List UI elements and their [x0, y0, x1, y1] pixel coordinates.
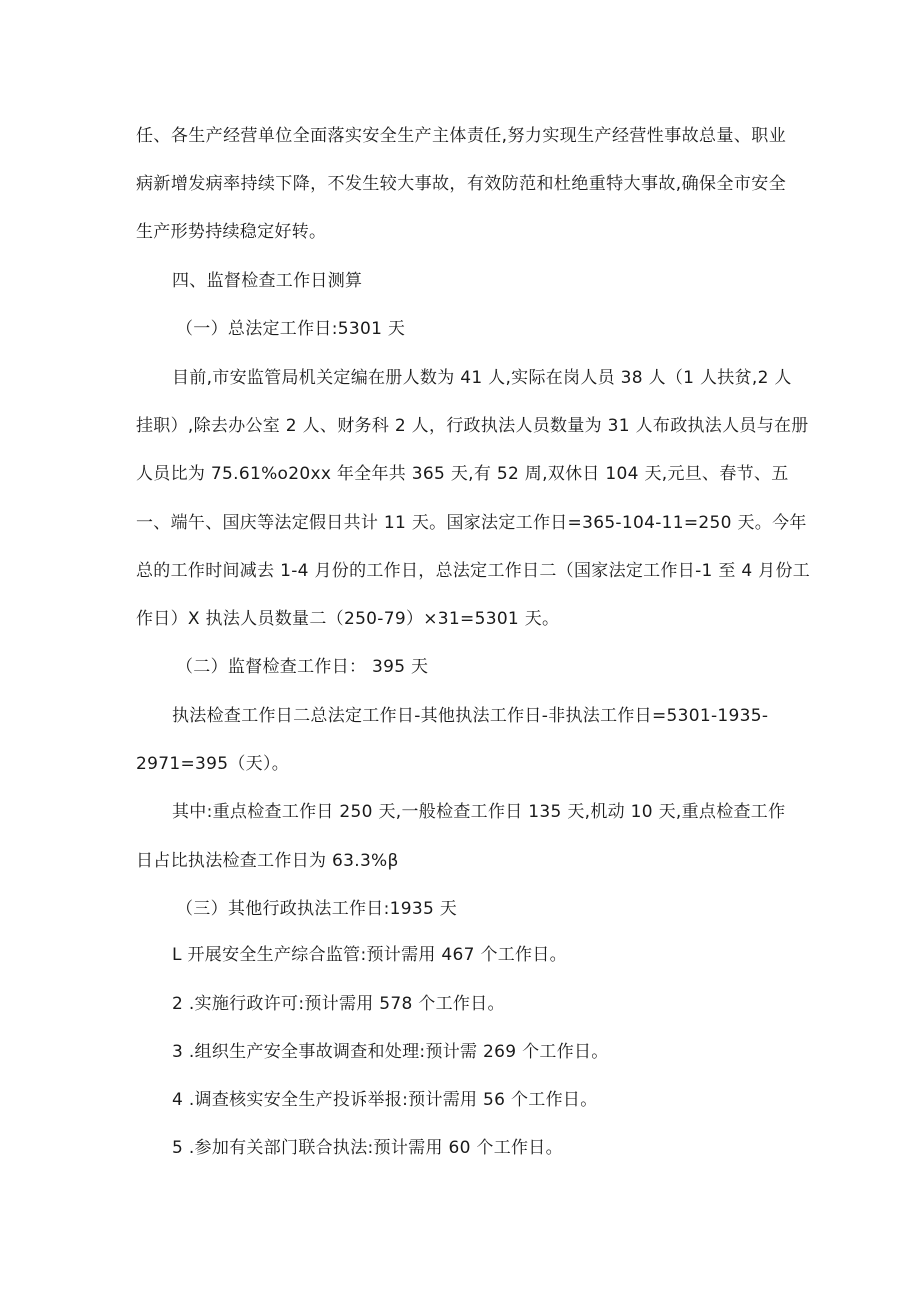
list-item: 2 .实施行政许可:预计需用 578 个工作日。 [172, 994, 505, 1014]
subsection-heading: （三）其他行政执法工作日:1935 天 [176, 899, 458, 919]
list-item: 5 .参加有关部门联合执法:预计需用 60 个工作日。 [172, 1138, 563, 1158]
paragraph-line: 2971=395（天）。 [136, 754, 290, 774]
list-item: 4 .调查核实安全生产投诉举报:预计需用 56 个工作日。 [172, 1090, 598, 1110]
subsection-heading: （一）总法定工作日:5301 天 [176, 319, 406, 339]
list-item: L 开展安全生产综合监管:预计需用 467 个工作日。 [172, 945, 567, 965]
paragraph-line: 目前,市安监管局机关定编在册人数为 41 人,实际在岗人员 38 人（1 人扶贫,2 人 [172, 368, 792, 388]
paragraph-line: 挂职）,除去办公室 2 人、财务科 2 人，行政执法人员数量为 31 人布政执法人员与在册 [136, 416, 809, 436]
subsection-heading: （二）监督检查工作日： 395 天 [176, 657, 429, 677]
list-item: 3 .组织生产安全事故调查和处理:预计需 269 个工作日。 [172, 1042, 609, 1062]
paragraph-line: 任、各生产经营单位全面落实安全生产主体责任,努力实现生产经营性事故总量、职业 [136, 126, 786, 146]
paragraph-line: 执法检查工作日二总法定工作日-其他执法工作日-非执法工作日=5301-1935- [172, 706, 769, 726]
paragraph-line: 其中:重点检查工作日 250 天,一般检查工作日 135 天,机动 10 天,重点检查工作 [172, 802, 786, 822]
paragraph-line: 一、端午、国庆等法定假日共计 11 天。国家法定工作日=365-104-11=250 天。今年 [136, 513, 807, 533]
paragraph-line: 人员比为 75.61%o20xx 年全年共 365 天,有 52 周,双休日 104 天,元旦、春节、五 [136, 464, 789, 484]
paragraph-line: 日占比执法检查工作日为 63.3%β [136, 851, 399, 871]
paragraph-line: 作日）X 执法人员数量二（250-79）×31=5301 天。 [136, 609, 560, 629]
paragraph-line: 生产形势持续稳定好转。 [136, 222, 327, 242]
paragraph-line: 病新增发病率持续下降，不发生较大事故，有效防范和杜绝重特大事故,确保全市安全 [136, 174, 786, 194]
paragraph-line: 总的工作时间减去 1-4 月份的工作日，总法定工作日二（国家法定工作日-1 至 4 月份工 [136, 561, 811, 581]
section-heading: 四、监督检查工作日测算 [172, 271, 363, 291]
